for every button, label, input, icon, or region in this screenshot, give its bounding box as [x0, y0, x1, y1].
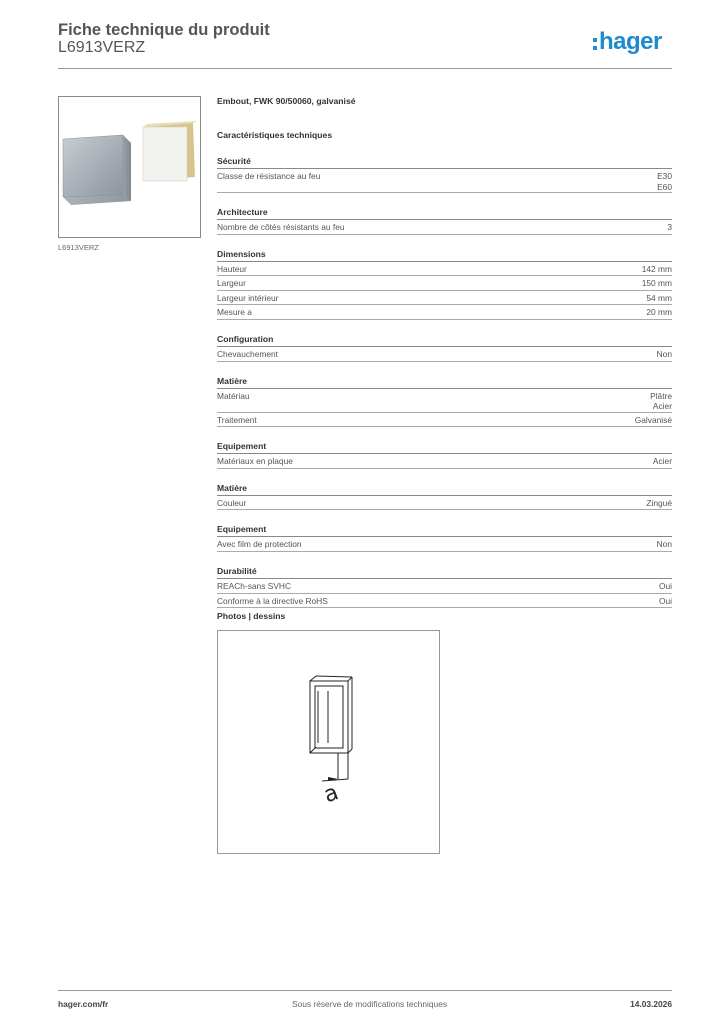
spec-values [659, 580, 672, 593]
spec-row [217, 169, 672, 193]
spec-values [650, 390, 672, 412]
spec-label: Classe de résistance au feu [217, 171, 321, 181]
spec-values [642, 277, 672, 290]
spec-section-title: Configuration [217, 328, 672, 347]
spec-value: 150 mm [641, 278, 672, 289]
spec-row [217, 262, 672, 277]
dimension-label: a [320, 780, 342, 809]
spec-label: Couleur [217, 497, 247, 508]
spec-label: Nombre de côtés résistants au feu [217, 222, 345, 232]
spec-section [217, 560, 672, 608]
spec-value: 54 mm [646, 292, 672, 303]
footer-divider [58, 990, 672, 991]
spec-row [217, 413, 672, 428]
spec-label: Largeur intérieur [217, 292, 279, 303]
spec-label: Conforme à la directive RoHS [217, 595, 328, 606]
spec-values [646, 306, 672, 319]
spec-label: Matériaux en plaque [217, 456, 293, 467]
spec-row [217, 579, 672, 594]
spec-value: E60 [657, 181, 672, 192]
spec-value: Oui [658, 595, 672, 606]
spec-value: Zingué [646, 497, 672, 508]
spec-section-title: Sécurité [217, 150, 672, 169]
spec-value: Galvanisé [634, 414, 672, 425]
spec-label: Largeur [217, 278, 246, 289]
specs-table [217, 150, 672, 616]
footer-website-link[interactable]: hager.com/fr [58, 999, 109, 1009]
spec-row [217, 291, 672, 306]
footer-date: 14.03.2026 [630, 999, 672, 1009]
document-title: Fiche technique du produit [58, 21, 270, 39]
product-caption: L6913VERZ [58, 243, 99, 252]
header-divider [58, 68, 672, 69]
footer-notice: Sous réserve de modifications techniques [292, 999, 448, 1009]
spec-values [646, 292, 672, 305]
spec-values [646, 497, 672, 510]
spec-section [217, 370, 672, 428]
technical-drawing [217, 630, 440, 854]
spec-section-title: Equipement [217, 435, 672, 454]
spec-value: Non [656, 539, 672, 550]
spec-value: 20 mm [646, 307, 672, 318]
spec-values [653, 455, 672, 468]
spec-row [217, 454, 672, 469]
specs-heading: Caractéristiques techniques [217, 130, 333, 140]
spec-section [217, 328, 672, 362]
spec-section-title: Matière [217, 370, 672, 389]
spec-section-title: Equipement [217, 518, 672, 537]
spec-section [217, 435, 672, 469]
spec-label: Matériau [217, 390, 250, 401]
product-name: Embout, FWK 90/50060, galvanisé [217, 96, 356, 106]
product-reference: L6913VERZ [58, 39, 146, 56]
spec-section-title: Matière [217, 477, 672, 496]
spec-row [217, 276, 672, 291]
spec-row [217, 220, 672, 235]
spec-value: 3 [667, 222, 672, 232]
spec-row [217, 537, 672, 552]
spec-values [635, 414, 672, 427]
spec-values [667, 221, 672, 234]
product-image [58, 96, 201, 238]
spec-value: E30 [657, 171, 672, 181]
photos-heading: Photos | dessins [217, 611, 286, 621]
spec-section [217, 201, 672, 235]
spec-section-title: Durabilité [217, 560, 672, 579]
logo-text: hager [599, 28, 662, 55]
spec-values [657, 538, 672, 551]
spec-label: Traitement [217, 414, 257, 425]
spec-value: Acier [652, 456, 672, 467]
spec-values [657, 348, 672, 361]
spec-section [217, 243, 672, 320]
spec-label: Chevauchement [217, 348, 278, 359]
spec-row [217, 305, 672, 320]
spec-row [217, 389, 672, 413]
spec-row [217, 594, 672, 609]
spec-values [659, 595, 672, 608]
spec-values [642, 263, 672, 276]
spec-value: Oui [658, 580, 672, 591]
spec-value: Acier [652, 401, 672, 412]
spec-row [217, 496, 672, 511]
spec-section-title: Architecture [217, 201, 672, 220]
hager-logo[interactable] [593, 27, 662, 57]
spec-label: Avec film de protection [217, 539, 302, 550]
spec-value: 142 mm [641, 263, 672, 274]
logo-dots-icon [593, 38, 597, 50]
spec-section [217, 477, 672, 511]
spec-section [217, 518, 672, 552]
spec-section [217, 150, 672, 193]
spec-section-title: Dimensions [217, 243, 672, 262]
spec-values [657, 170, 672, 192]
spec-label: Mesure a [217, 307, 252, 318]
spec-value: Plâtre [650, 390, 672, 401]
spec-row [217, 347, 672, 362]
spec-value: Non [656, 348, 672, 359]
spec-label: REACh-sans SVHC [217, 580, 292, 591]
spec-label: Hauteur [217, 263, 247, 274]
